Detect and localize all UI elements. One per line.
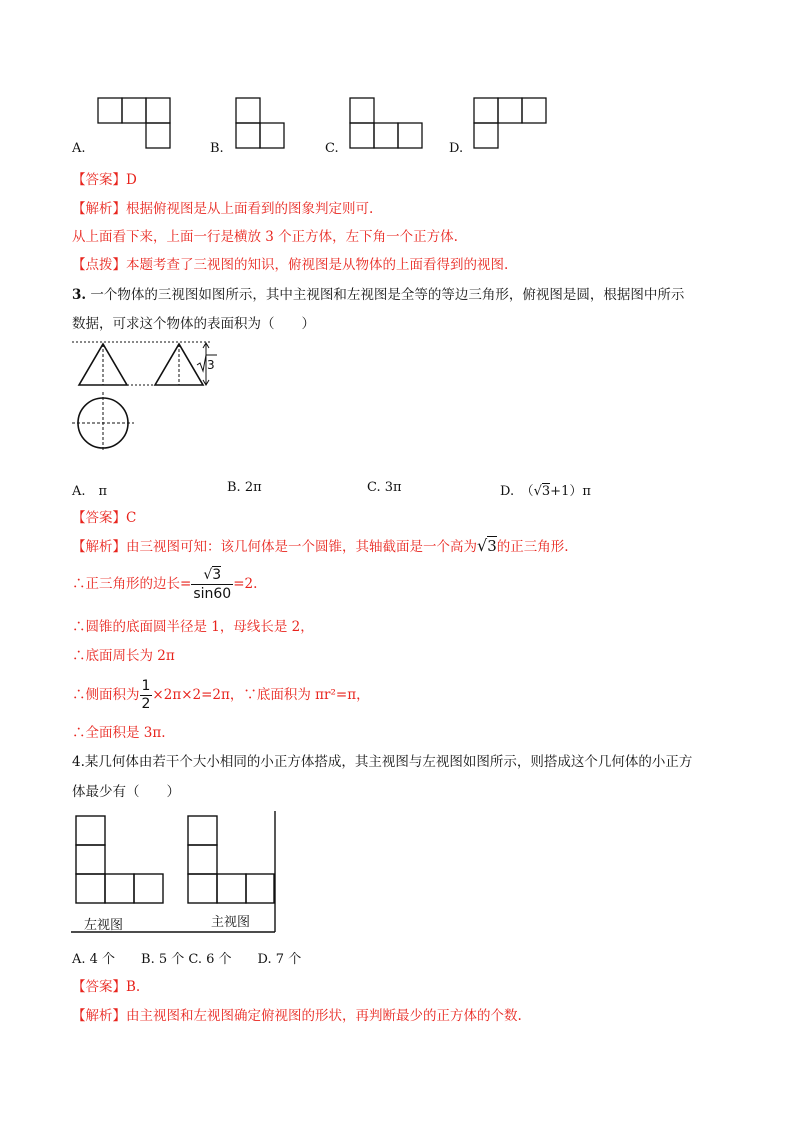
analysis-text-end: 的正三角形. bbox=[496, 539, 569, 555]
q4-answer bbox=[72, 977, 140, 997]
q2-comment bbox=[72, 255, 508, 275]
option-d-label: D. bbox=[449, 141, 464, 156]
sqrt-icon: √ bbox=[477, 536, 488, 555]
answer-value: B. bbox=[126, 979, 141, 995]
option-d-suffix: +1）π bbox=[550, 484, 591, 499]
q2-analysis bbox=[72, 199, 373, 219]
q3-figure-sqrt-value: 3 bbox=[207, 358, 215, 372]
q3-analysis bbox=[72, 536, 569, 557]
analysis-text: 由主视图和左视图确定俯视图的形状，再判断最少的正方体的个数. bbox=[126, 1008, 522, 1024]
analysis-text: 根据俯视图是从上面看到的图象判定则可. bbox=[126, 201, 374, 217]
answer-tag: 【答案】 bbox=[72, 510, 126, 526]
q2-analysis-2: 从上面看下来，上面一行是横放 3 个正方体，左下角一个正方体. bbox=[72, 229, 458, 245]
option-c-label: C. bbox=[325, 141, 339, 156]
q3-answer bbox=[72, 508, 136, 528]
step1-prefix: ∴正三角形的边长= bbox=[72, 576, 192, 592]
sqrt-icon: √ bbox=[203, 567, 213, 583]
q4-left-view-label: 左视图 bbox=[84, 918, 124, 933]
sqrt-icon: √ bbox=[533, 484, 542, 499]
step1-numerator: 3 bbox=[212, 567, 222, 583]
option-c-figure bbox=[347, 95, 432, 155]
option-a-label: A. bbox=[72, 141, 86, 156]
q4-main-view-label: 主视图 bbox=[211, 915, 251, 930]
q3-step-3: ∴底面周长为 2π bbox=[72, 648, 175, 664]
q3-option-d bbox=[500, 480, 591, 499]
answer-value: C bbox=[126, 510, 137, 526]
step4-prefix: ∴侧面积为 bbox=[72, 687, 140, 703]
comment-tag: 【点拨】 bbox=[72, 257, 126, 273]
q3-number: 3. bbox=[72, 287, 87, 303]
q3-three-view-figure bbox=[72, 338, 232, 453]
answer-tag: 【答案】 bbox=[72, 172, 126, 188]
step4-numerator: 1 bbox=[141, 678, 151, 694]
q3-step-5: ∴全面积是 3π. bbox=[72, 725, 166, 741]
step4-denominator: 2 bbox=[141, 696, 151, 712]
option-d-prefix: D. （ bbox=[500, 484, 534, 499]
q3-stem-text: 一个物体的三视图如图所示，其中主视图和左视图是全等的等边三角形，俯视图是圆，根据图中所示 bbox=[86, 287, 685, 303]
answer-value: D bbox=[126, 172, 137, 188]
q3-option-b: B. 2π bbox=[227, 480, 262, 495]
q4-stem-line-2: 体最少有（ ） bbox=[72, 784, 180, 800]
step1-suffix: =2. bbox=[233, 576, 258, 592]
q4-analysis bbox=[72, 1006, 522, 1026]
option-b-label: B. bbox=[210, 141, 224, 156]
fraction bbox=[191, 566, 233, 603]
q3-step-2: ∴圆锥的底面圆半径是 1，母线长是 2， bbox=[72, 619, 314, 635]
step1-denominator: sin60 bbox=[193, 586, 232, 602]
answer-tag: 【答案】 bbox=[72, 979, 126, 995]
q3-stem-line-2: 数据，可求这个物体的表面积为（ ） bbox=[72, 316, 315, 332]
q3-option-a: A. π bbox=[72, 484, 108, 499]
q2-answer bbox=[72, 170, 137, 190]
analysis-tag: 【解析】 bbox=[72, 539, 126, 555]
comment-text: 本题考查了三视图的知识，俯视图是从物体的上面看得到的视图. bbox=[126, 257, 509, 273]
option-b-figure bbox=[233, 95, 293, 155]
step4-suffix: ×2π×2=2π，∵底面积为 πr²=π， bbox=[152, 687, 370, 703]
option-a-figure bbox=[95, 95, 175, 155]
analysis-text: 由三视图可知：该几何体是一个圆锥，其轴截面是一个高为 bbox=[126, 539, 477, 555]
q4-options: A. 4 个 B. 5 个 C. 6 个 D. 7 个 bbox=[72, 952, 302, 967]
option-d-radicand: 3 bbox=[541, 484, 551, 499]
q3-step-4 bbox=[72, 676, 370, 714]
q3-step-1 bbox=[72, 563, 257, 605]
analysis-tag: 【解析】 bbox=[72, 201, 126, 217]
analysis-radicand: 3 bbox=[487, 537, 497, 555]
q3-stem-line-1 bbox=[72, 285, 684, 305]
q3-option-c: C. 3π bbox=[367, 480, 402, 495]
q4-stem-line-1: 4.某几何体由若干个大小相同的小正方体搭成，其主视图与左视图如图所示，则搭成这个几何体的小正方 bbox=[72, 754, 693, 770]
analysis-tag: 【解析】 bbox=[72, 1008, 126, 1024]
fraction bbox=[140, 678, 153, 713]
option-d-figure bbox=[471, 95, 556, 155]
